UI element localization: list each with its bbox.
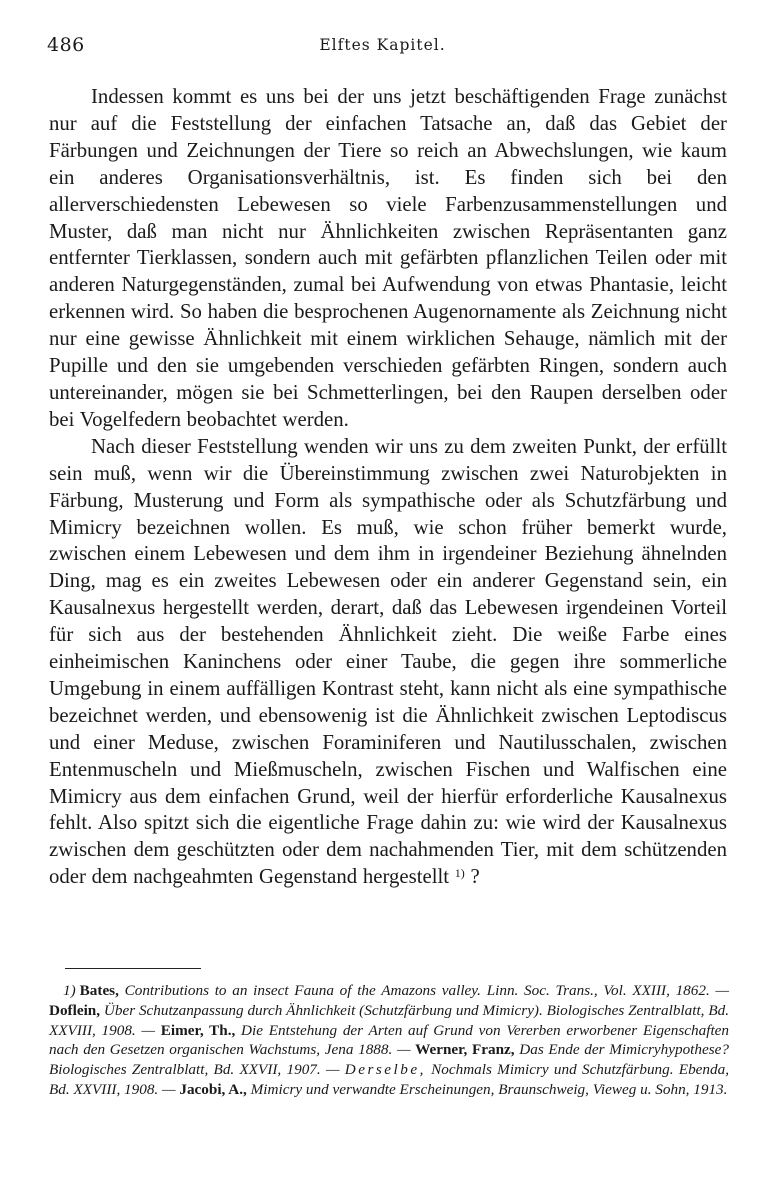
footnote-author: Bates, bbox=[79, 982, 119, 999]
paragraph-end: ? bbox=[464, 865, 480, 889]
main-text bbox=[49, 84, 727, 891]
footnote-citation: Das Ende der Mimicryhypothese? Biologisches Zentralblatt, Bd. XXVII, 1907. — bbox=[49, 1041, 729, 1079]
footnote-author: Werner, Franz, bbox=[415, 1041, 515, 1059]
footnote-author: Eimer, Th., bbox=[160, 1021, 236, 1039]
page-number: 486 bbox=[47, 34, 85, 56]
paragraph-text: Nach dieser Feststellung wenden wir uns zu dem zweiten Punkt, der erfüllt sein muß, wenn wir die Übereinstimmung zwischen zwei Naturobjekten in Färbung, Musterung und Form als sympathische oder als Schutzfärbung und Mimicry bezeichnen wollen. Es muß, wie schon früher bemerkt wurde, zwischen einem Lebewesen und dem ihm in irgendeiner Beziehung ähnelnden Ding, mag es ein zweites Lebewesen oder ein anderer Gegenstand sein, ein Kausalnexus hergestellt werden, derart, daß das Lebewesen irgendeinen Vorteil für sich aus der bestehenden Ähnlichkeit zieht. Die weiße Farbe eines einheimischen Kaninchens oder einer Taube, die gegen ihre sommerliche Umgebung in einem auffälligen Kontrast steht, kann nicht als eine sympathische bezeichnet werden, und ebensowenig ist die Ähnlichkeit zwischen Leptodiscus und einer Meduse, zwischen Foraminiferen und Nautilusschalen, zwischen Entenmuscheln und Mießmuscheln, zwischen Fischen und Walfischen eine Mimicry aus dem einfachen Grund, weil der hierfür erforderliche Kausalnexus fehlt. Also spitzt sich die eigentliche Frage dahin zu: wie wird der Kausalnexus zwischen dem geschützten oder dem nachahmenden Tier, mit dem schützenden oder dem nachgeahmten Gegenstand hergestellt bbox=[49, 434, 727, 889]
paragraph bbox=[49, 434, 727, 891]
footnote-divider bbox=[65, 968, 201, 969]
footnote-citation: Nochmals Mimicry und Schutzfärbung. Ebenda, Bd. XXVIII, 1908. — bbox=[49, 1061, 729, 1098]
running-head: Elftes Kapitel. bbox=[319, 36, 446, 54]
footnote-author: Derselbe, bbox=[344, 1061, 426, 1079]
paragraph: Indessen kommt es uns bei der uns jetzt beschäftigenden Frage zunächst nur auf die Feststellung der einfachen Tatsache an, daß das Gebiet der Färbungen und Zeichnungen der Tiere so reich an Abwechslungen, wie kaum ein anderes Organisationsverhältnis, ist. Es finden sich bei den allerverschiedensten Lebewesen so viele Farbenzusammenstellungen und Muster, daß man nicht nur Ähnlichkeiten zwischen Repräsentanten ganz entfernter Tierklassen, sondern auch mit gefärbten pflanzlichen Teilen oder mit anderen Naturgegenständen, zumal bei Aufwendung von etwas Phantasie, leicht erkennen wird. So haben die besprochenen Augenornamente als Zeichnung nicht nur eine gewisse Ähnlichkeit mit einem wirklichen Sehauge, nämlich mit der Pupille und den sie umgebenden verschieden gefärbten Ringen, sondern auch untereinander, mögen sie bei Schmetterlingen, bei den Raupen derselben oder bei Vogelfedern beobachtet werden. bbox=[49, 85, 727, 431]
footnote-citation: Die Entstehung der Arten auf Grund von Vererben erworbener Eigenschaften nach den Gesetzen organischen Wachstums, Jena 1888. — bbox=[49, 1021, 729, 1059]
footnote-citation: Contributions to an insect Fauna of the Amazons valley. Linn. Soc. Trans., Vol. XXIII, 1862. — bbox=[118, 982, 729, 999]
footnote bbox=[49, 981, 729, 1100]
footnote-author: Doflein, bbox=[49, 1001, 101, 1019]
footnote-citation: Über Schutzanpassung durch Ähnlichkeit (Schutzfärbung und Mimicry). Biologisches Zentralblatt, Bd. XXVIII, 1908. — bbox=[49, 1001, 729, 1039]
footnote-marker: 1) bbox=[63, 982, 76, 999]
footnote-reference[interactable]: 1) bbox=[454, 866, 465, 881]
footnotes bbox=[49, 981, 729, 1100]
footnote-author: Jacobi, A., bbox=[179, 1080, 247, 1098]
footnote-citation: Mimicry und verwandte Erscheinungen, Braunschweig, Vieweg u. Sohn, 1913. bbox=[246, 1080, 728, 1098]
